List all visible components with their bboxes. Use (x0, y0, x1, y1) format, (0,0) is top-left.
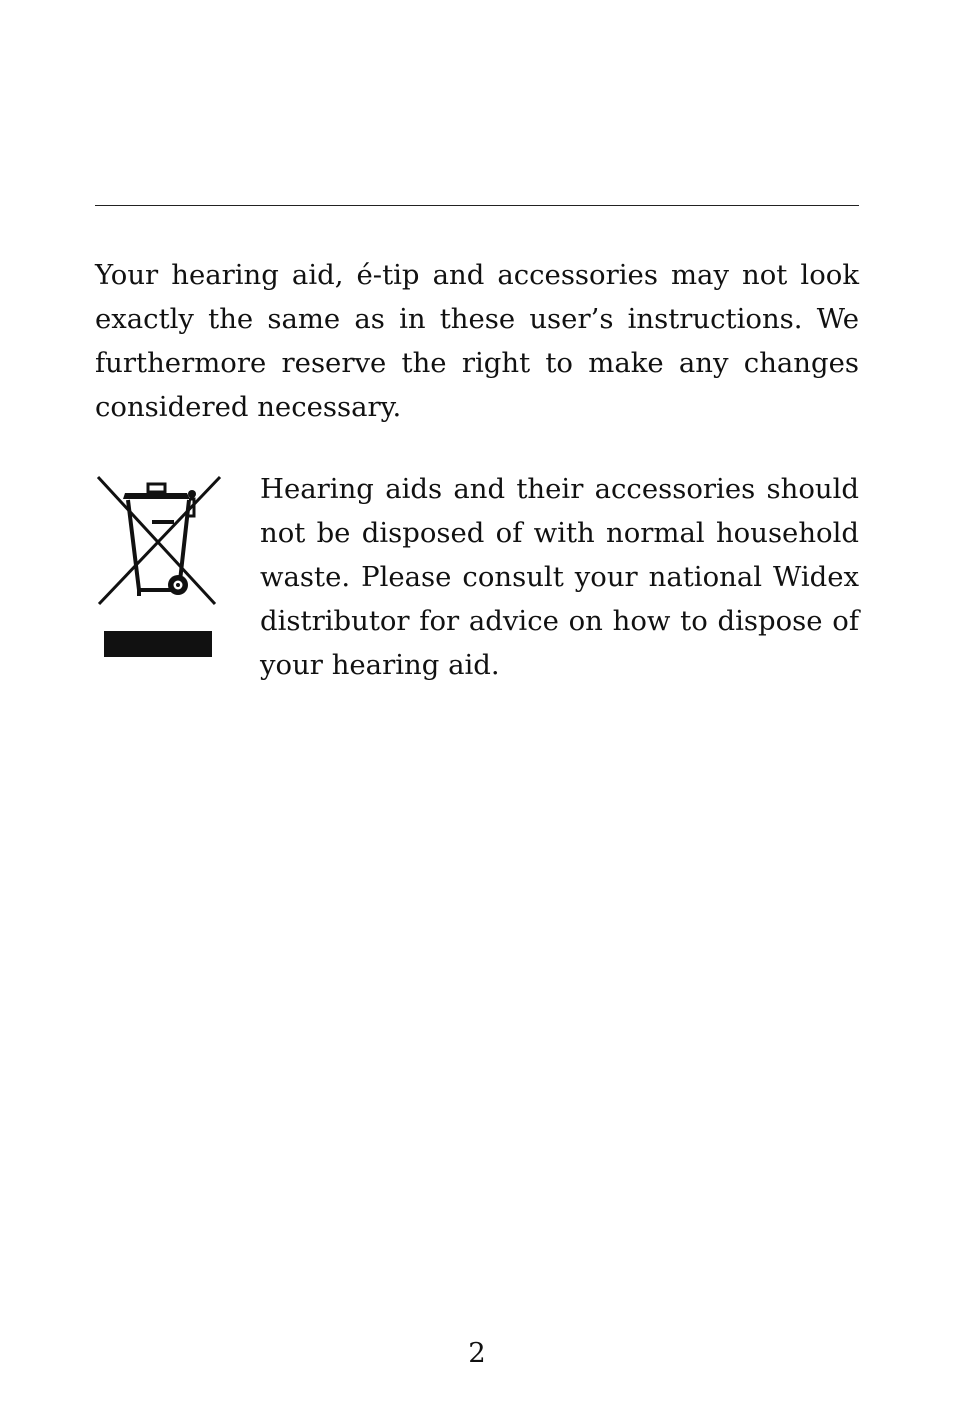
crossed-out-wheelie-bin-icon (95, 474, 223, 657)
top-divider (95, 205, 859, 206)
intro-paragraph: Your hearing aid, é-tip and accessories may not look exactly the same as in these user’s instructions. We furthermore reserve the right to make any changes considered necessary. (95, 259, 859, 423)
disposal-paragraph: Hearing aids and their accessories should not be disposed of with normal household waste. Please consult your national Widex distributor for advice on how to dispose of your hearing aid. (260, 473, 859, 681)
page-number: 2 (468, 1337, 486, 1369)
